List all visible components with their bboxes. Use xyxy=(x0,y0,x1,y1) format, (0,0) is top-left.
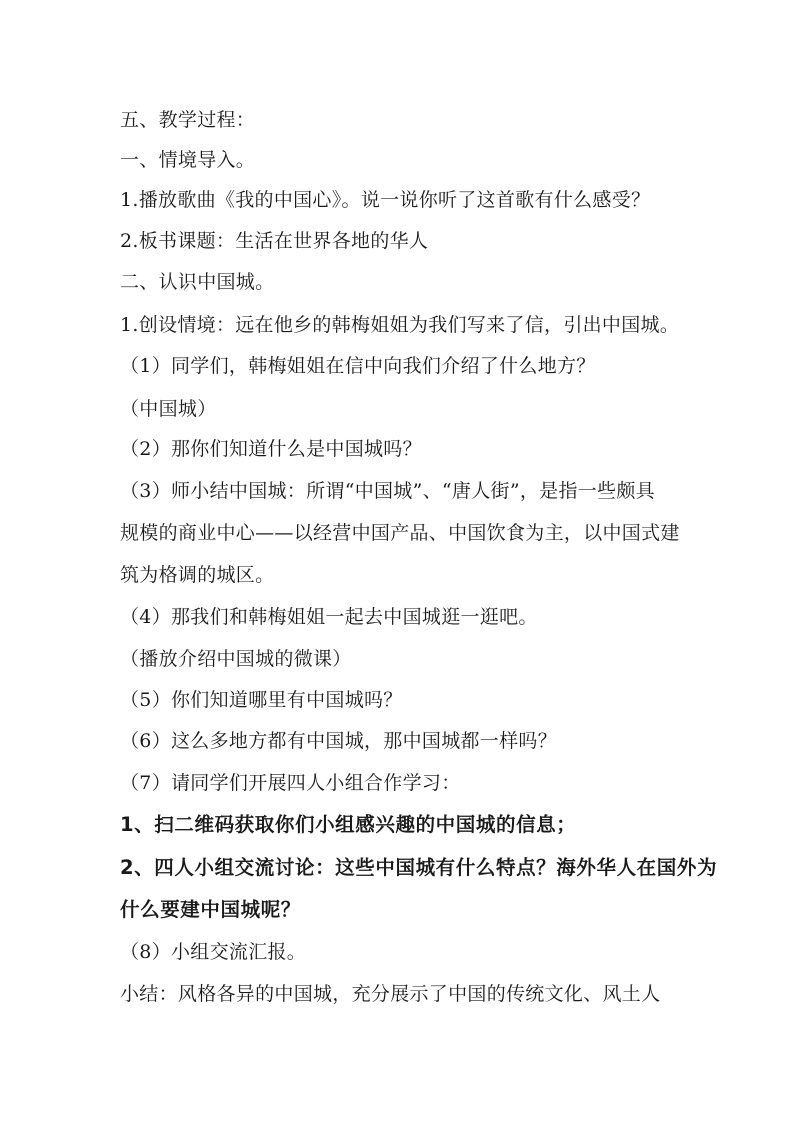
text-line: （播放介绍中国城的微课） xyxy=(120,648,352,670)
text-line: （5）你们知道哪里有中国城吗？ xyxy=(120,689,403,711)
text-line: （2）那你们知道什么是中国城吗？ xyxy=(120,438,422,460)
bold-task-line: 什么要建中国城呢？ xyxy=(120,898,301,921)
section-heading: 五、教学过程： xyxy=(120,109,256,131)
text-line: （4）那我们和韩梅姐姐一起去中国城逛一逛吧。 xyxy=(120,606,538,628)
text-line: 小结：风格各异的中国城，充分展示了中国的传统文化、风土人 xyxy=(120,983,661,1005)
text-line: 筑为格调的城区。 xyxy=(120,564,275,586)
bold-task-line: 1、扫二维码获取你们小组感兴趣的中国城的信息； xyxy=(120,813,577,836)
text-line: 2.板书课题：生活在世界各地的华人 xyxy=(120,230,429,252)
subsection-heading: 二、认识中国城。 xyxy=(120,271,275,293)
text-line: （中国城） xyxy=(120,398,217,420)
bold-task-line: 2、四人小组交流讨论：这些中国城有什么特点？海外华人在国外为 xyxy=(120,856,718,879)
text-line: （1）同学们，韩梅姐姐在信中向我们介绍了什么地方？ xyxy=(120,355,596,377)
text-line: 规模的商业中心——以经营中国产品、中国饮食为主，以中国式建 xyxy=(120,522,680,544)
text-line: 1.创设情境：远在他乡的韩梅姐姐为我们写来了信，引出中国城。 xyxy=(120,314,680,336)
text-line: （8）小组交流汇报。 xyxy=(120,941,307,963)
text-line: （3）师小结中国城：所谓“中国城”、“唐人街”，是指一些颇具 xyxy=(120,480,655,502)
text-line: （6）这么多地方都有中国城，那中国城都一样吗？ xyxy=(120,730,557,752)
text-line: （7）请同学们开展四人小组合作学习： xyxy=(120,772,461,794)
text-line: 1.播放歌曲《我的中国心》。说一说你听了这首歌有什么感受？ xyxy=(120,189,651,211)
subsection-heading: 一、情境导入。 xyxy=(120,149,256,171)
